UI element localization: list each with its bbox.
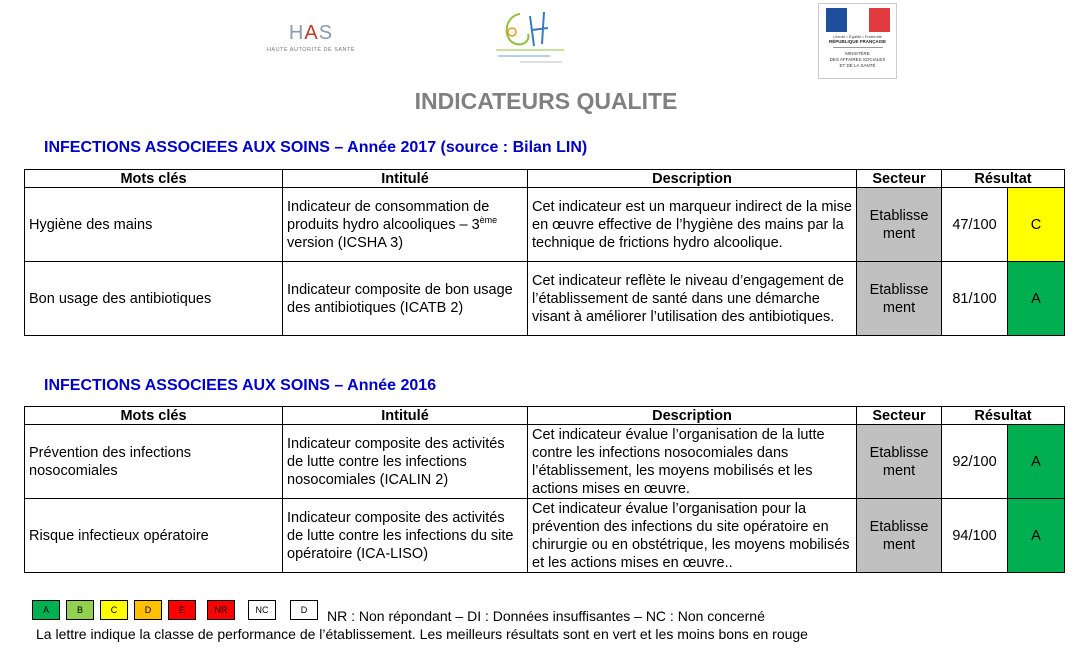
title-cell: Indicateur composite des activités de lutte contre les infections nosocomiales (ICALIN 2) (283, 425, 528, 499)
grade-badge: A (1008, 262, 1065, 336)
table-row (25, 499, 1065, 573)
legend-box-nr: NR (207, 600, 235, 620)
sector-cell: Etablisse ment (857, 499, 942, 573)
header-sector: Secteur (857, 407, 942, 425)
legend-box-di: D (290, 600, 318, 620)
score-cell: 92/100 (942, 425, 1008, 499)
indicators-table-2017 (24, 169, 1065, 336)
header-result: Résultat (942, 407, 1065, 425)
keyword-cell: Risque infectieux opératoire (25, 499, 283, 573)
table-row (25, 262, 1065, 336)
score-cell: 81/100 (942, 262, 1008, 336)
score-cell: 94/100 (942, 499, 1008, 573)
table-row (25, 188, 1065, 262)
header-description: Description (528, 407, 857, 425)
french-flag-icon (826, 8, 890, 32)
title-cell: Indicateur de consommation de produits hydro alcooliques – 3ème version (ICSHA 3) (283, 188, 528, 262)
hospital-logo (490, 6, 570, 70)
table-header-row (25, 170, 1065, 188)
legend-explanation: La lettre indique la classe de performance de l’établissement. Les meilleurs résultats sont en vert et les moins bons en rouge (36, 626, 808, 642)
header-title: Intitulé (283, 407, 528, 425)
legend-box-a: A (32, 600, 60, 620)
sector-cell: Etablisse ment (857, 188, 942, 262)
description-cell: Cet indicateur évalue l’organisation de la lutte contre les infections nosocomiales dans l’établissement, les moyens mobilisés et les actions mises en œuvre. (528, 425, 857, 499)
section-title-2017: INFECTIONS ASSOCIEES AUX SOINS – Année 2017 (source : Bilan LIN) (44, 139, 588, 156)
title-cell: Indicateur composite des activités de lutte contre les infections du site opératoire (ICA-LISO) (283, 499, 528, 573)
legend-box-c: C (100, 600, 128, 620)
logo-bar (0, 0, 1088, 85)
indicators-table-2016 (24, 406, 1065, 573)
legend-box-e: E (168, 600, 196, 620)
header-description: Description (528, 170, 857, 188)
grade-badge: A (1008, 425, 1065, 499)
page-title: INDICATEURS QUALITE (414, 88, 678, 114)
header-sector: Secteur (857, 170, 942, 188)
description-cell: Cet indicateur reflète le niveau d’engagement de l’établissement de santé dans une démarche visant à améliorer l’utilisation des antibiotiques. (528, 262, 857, 336)
keyword-cell: Bon usage des antibiotiques (25, 262, 283, 336)
legend-box-d: D (134, 600, 162, 620)
header-keywords: Mots clés (25, 170, 283, 188)
section-title-2016: INFECTIONS ASSOCIEES AUX SOINS – Année 2016 (44, 377, 437, 394)
ministry-logo: Liberté • Égalité • Fraternité RÉPUBLIQUE FRANÇAISE MINISTÈRE DES AFFAIRES SOCIALES ET DE LA SANTÉ (818, 3, 897, 79)
keyword-cell: Prévention des infections nosocomiales (25, 425, 283, 499)
header-result: Résultat (942, 170, 1065, 188)
legend-box-b: B (66, 600, 94, 620)
grade-badge: A (1008, 499, 1065, 573)
sector-cell: Etablisse ment (857, 425, 942, 499)
grade-badge: C (1008, 188, 1065, 262)
description-cell: Cet indicateur évalue l’organisation pour la prévention des infections du site opératoire en chirurgie ou en obstétrique, les moyens mobilisés et les actions mises en œuvre.. (528, 499, 857, 573)
description-cell: Cet indicateur est un marqueur indirect de la mise en œuvre effective de l’hygiène des mains par la technique de frictions hydro alcoolique. (528, 188, 857, 262)
sector-cell: Etablisse ment (857, 262, 942, 336)
table-header-row (25, 407, 1065, 425)
header-keywords: Mots clés (25, 407, 283, 425)
header-title: Intitulé (283, 170, 528, 188)
legend-box-nc: NC (248, 600, 276, 620)
has-logo: HAS HAUTE AUTORITÉ DE SANTÉ (266, 22, 356, 53)
legend-abbreviations: NR : Non répondant – DI : Données insuffisantes – NC : Non concerné (327, 608, 765, 624)
table-row (25, 425, 1065, 499)
score-cell: 47/100 (942, 188, 1008, 262)
title-cell: Indicateur composite de bon usage des antibiotiques (ICATB 2) (283, 262, 528, 336)
keyword-cell: Hygiène des mains (25, 188, 283, 262)
